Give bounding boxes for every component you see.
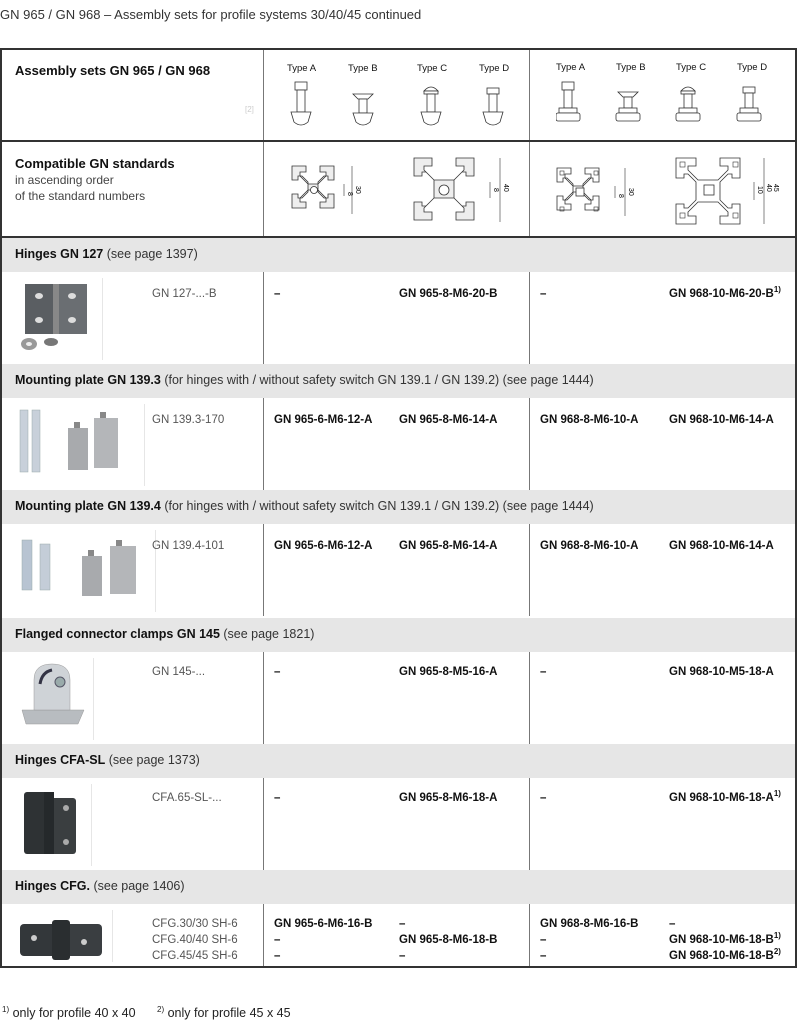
profile-slot-label: 8 (617, 194, 624, 198)
section-header (2, 870, 795, 904)
footnote-marker: 2) (773, 947, 781, 957)
compatible-standard: GN 127-...-B (152, 288, 217, 300)
column-divider (263, 524, 264, 616)
code-gn968-b-d: GN 968-10-M6-14-A (669, 540, 774, 552)
image-divider (102, 278, 103, 360)
code-gn965-a-c: – (274, 288, 281, 300)
column-divider (529, 272, 530, 364)
tnut-type-b-icon (616, 92, 640, 121)
code-gn965-a-c: GN 965-6-M6-12-A (274, 540, 373, 552)
code-gn965-b-d: GN 965-8-M5-16-A (399, 666, 498, 678)
code: – (540, 934, 547, 946)
column-divider (529, 652, 530, 744)
tnut-type-c-icon (676, 87, 700, 121)
footnote-text: only for profile 40 x 40 (9, 1006, 136, 1020)
type-label: Type D (737, 62, 768, 73)
compatible-standards-label (15, 156, 175, 204)
section-ref: (see page 1821) (219, 627, 315, 641)
type-label: Type C (417, 63, 448, 74)
tnut-type-d-icon (737, 87, 761, 121)
connector-clamp-gn145-image (18, 660, 90, 736)
footnote-mark: 2) (157, 1004, 165, 1014)
column-divider (263, 398, 264, 490)
compatible-standard: GN 139.3-170 (152, 414, 225, 426)
compatible-standards-list (152, 918, 238, 966)
type-label: Type B (616, 62, 646, 73)
column-divider (263, 652, 264, 744)
section-header (2, 744, 795, 778)
section-header (2, 364, 795, 398)
code-gn968-a-c: GN 968-8-M6-10-A (540, 540, 639, 552)
code: GN $968-10-M6-18-B^{1)}$ (669, 931, 781, 946)
code-gn968-a-c: GN 968-8-M6-10-A (540, 414, 639, 426)
screw-type-b-icon (353, 94, 373, 125)
profile-slot-label: 10 (756, 186, 763, 194)
code: – (274, 934, 281, 946)
hinge-cfg-image (18, 916, 108, 962)
image-divider (91, 784, 92, 866)
column-divider (529, 50, 530, 238)
gn965-screw-icons (287, 80, 517, 135)
image-divider (144, 404, 145, 486)
compatible-standard: GN 139.4-101 (152, 540, 225, 552)
code-gn968-b-d: GN 968-10-M6-14-A (669, 414, 774, 426)
column-divider (263, 50, 264, 238)
code-gn968-a-c: – (540, 288, 547, 300)
footnote-text: only for profile 45 x 45 (164, 1006, 291, 1020)
profile-size-label: 45 (772, 184, 779, 192)
mounting-plate-gn139-3-image (16, 408, 142, 484)
code: – (399, 950, 406, 962)
image-divider (112, 910, 113, 962)
section-ref: (see page 1397) (103, 247, 198, 261)
type-label: Type C (676, 62, 707, 73)
section-ref: (see page 1406) (90, 879, 185, 893)
code-gn965-b-d: GN 965-8-M6-18-A (399, 792, 498, 804)
code-gn965-b-d-list (399, 918, 497, 966)
assembly-title: Assembly sets GN 965 / GN 968 (15, 63, 211, 78)
code-gn965-a-c-list (274, 918, 372, 966)
column-divider (263, 778, 264, 870)
gn968-screw-icons (556, 80, 786, 135)
code-gn968-b-d-list (669, 918, 781, 966)
footnote-2 (157, 1006, 291, 1020)
column-divider (529, 524, 530, 616)
code-gn968-b-d: GN $968-10-M6-20-B^{1)}$ (669, 285, 781, 300)
image-divider (93, 658, 94, 740)
column-divider (529, 778, 530, 870)
code: – (399, 918, 406, 930)
column-divider (529, 398, 530, 490)
section-title: Mounting plate GN 139.3 (15, 373, 161, 387)
code: GN 968-8-M6-16-B (540, 918, 639, 930)
compatible-standard: CFG.45/45 SH-6 (152, 950, 238, 962)
section-ref: (see page 1373) (105, 753, 200, 767)
section-title: Flanged connector clamps GN 145 (15, 627, 220, 641)
profile-30-icon (290, 162, 370, 220)
profile-30-slot-icon (555, 164, 645, 222)
code-gn965-a-c: – (274, 792, 281, 804)
code: – (669, 918, 676, 930)
column-divider (263, 904, 264, 966)
footnote-mark: 1) (2, 1004, 10, 1014)
mounting-plate-gn139-4-image (16, 534, 154, 610)
profile-45-icon (674, 154, 784, 228)
hinge-gn127-image (17, 282, 97, 356)
type-label: Type B (348, 63, 378, 74)
column-divider (263, 272, 264, 364)
profile-size-label: 40 (502, 184, 509, 192)
code-gn965-a-c: GN 965-6-M6-12-A (274, 414, 373, 426)
profile-size-label: 30 (354, 186, 361, 194)
compatible-standard: CFG.30/30 SH-6 (152, 918, 238, 930)
section-title: Mounting plate GN 139.4 (15, 499, 161, 513)
section-title: Hinges CFA-SL (15, 753, 106, 767)
compatible-standard: GN 145-... (152, 666, 206, 678)
code: GN $968-10-M6-18-B^{2)}$ (669, 947, 781, 962)
row-divider (2, 140, 795, 142)
footnote-marker: 1) (773, 931, 781, 941)
profile-slot-label: 8 (346, 192, 353, 196)
compatible-sub: of the standard numbers (15, 189, 146, 203)
section-header (2, 618, 795, 652)
section-ref: (for hinges with / without safety switch GN 139.1 / GN 139.2) (see page 1444) (160, 499, 594, 513)
code: GN 965-6-M6-16-B (274, 918, 373, 930)
column-divider (529, 904, 530, 966)
code-gn965-b-d: GN 965-8-M6-14-A (399, 540, 498, 552)
code-gn965-b-d: GN 965-8-M6-20-B (399, 288, 498, 300)
code-gn965-a-c: – (274, 666, 281, 678)
code-gn968-b-d: GN 968-10-M5-18-A (669, 666, 774, 678)
section-header (2, 238, 795, 272)
compatible-sub: in ascending order (15, 173, 114, 187)
screw-type-a-icon (291, 82, 311, 125)
section-ref: (for hinges with / without safety switch GN 139.1 / GN 139.2) (see page 1444) (160, 373, 594, 387)
hinge-cfa-sl-image (20, 788, 86, 864)
footnote-marker: 1) (773, 789, 781, 799)
tnut-type-a-icon (556, 82, 580, 121)
profile-40-icon (412, 154, 512, 226)
profile-size-label: 40 (765, 184, 772, 192)
compatible-title: Compatible GN standards (15, 156, 175, 171)
code: – (540, 950, 547, 962)
profile-slot-label: 8 (492, 188, 499, 192)
code-gn965-b-d: GN 965-8-M6-14-A (399, 414, 498, 426)
type-label: Type D (479, 63, 510, 74)
section-title: Hinges GN 127 (15, 247, 104, 261)
screw-type-c-icon (421, 87, 441, 125)
profile-size-label: 30 (627, 188, 634, 196)
code: – (274, 950, 281, 962)
type-label: Type A (287, 63, 317, 74)
code-gn968-b-d: GN $968-10-M6-18-A^{1)}$ (669, 789, 781, 804)
compatible-standard: CFG.40/40 SH-6 (152, 934, 238, 946)
code-gn968-a-c-list (540, 918, 638, 966)
type-label: Type A (556, 62, 586, 73)
assembly-sets-table (0, 48, 797, 968)
corner-mark: [2] (245, 105, 254, 114)
page-title: GN 965 / GN 968 – Assembly sets for profile systems 30/40/45 continued (0, 7, 422, 22)
compatible-standard: CFA.65-SL-... (152, 792, 222, 804)
section-header (2, 490, 795, 524)
code-gn968-a-c: – (540, 666, 547, 678)
code: GN 965-8-M6-18-B (399, 934, 498, 946)
code-gn968-a-c: – (540, 792, 547, 804)
screw-type-d-icon (483, 88, 503, 125)
footnote-1 (2, 1006, 136, 1020)
footnote-marker: 1) (773, 285, 781, 295)
section-title: Hinges CFG. (15, 879, 91, 893)
